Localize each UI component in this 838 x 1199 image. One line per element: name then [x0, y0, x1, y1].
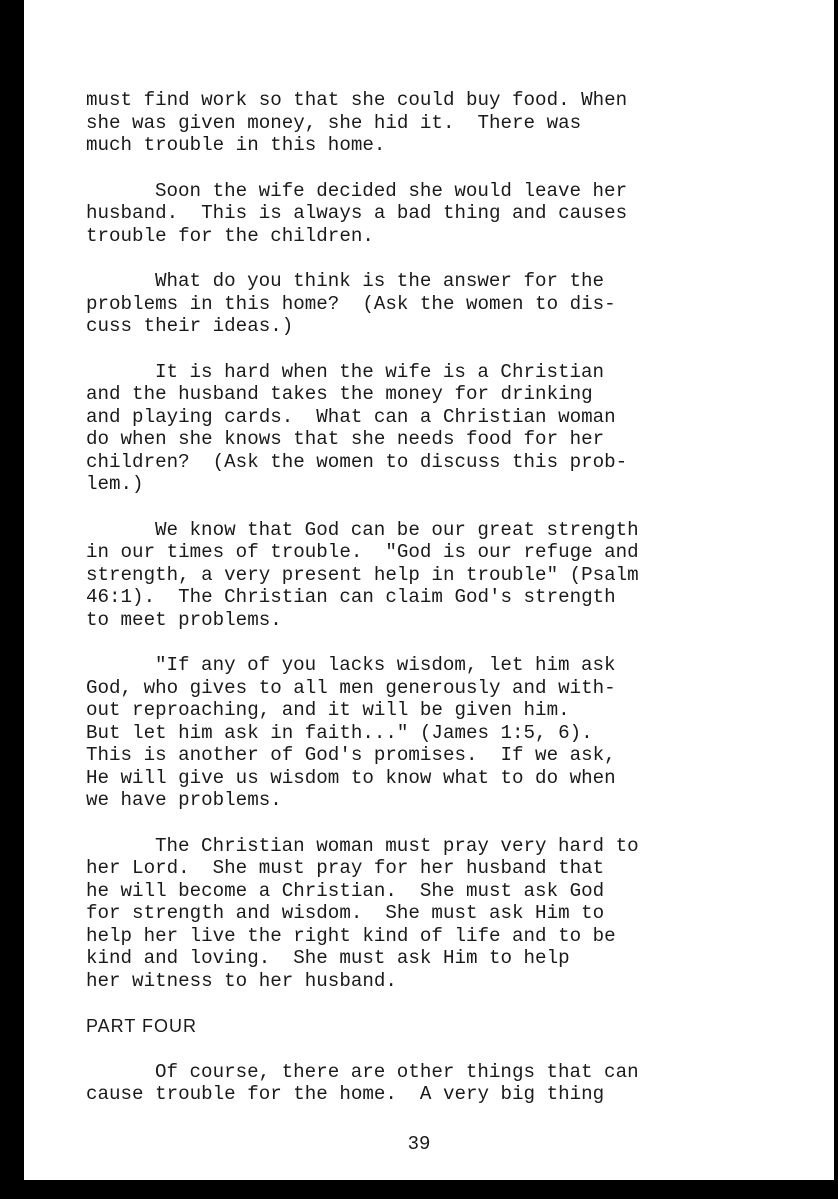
text-line: What do you think is the answer for the — [155, 270, 605, 292]
paragraph — [86, 89, 776, 157]
paragraph — [86, 180, 776, 248]
text-line: she was given money, she hid it. There was — [86, 111, 582, 134]
text-line: do when she knows that she needs food for her — [86, 428, 605, 450]
text-line: cause trouble for the home. A very big thing — [86, 1083, 605, 1105]
text-line: 46:1). The Christian can claim God's strength — [86, 586, 616, 608]
text-line: kind and loving. She must ask Him to help — [86, 947, 570, 969]
text-line: must find work so that she could buy food. When — [86, 89, 628, 111]
section-heading: PART FOUR — [86, 1016, 198, 1036]
paragraph — [86, 654, 776, 812]
text-line: But let him ask in faith..." (James 1:5, 6). — [86, 721, 593, 744]
text-line: The Christian woman must pray very hard to — [155, 834, 639, 857]
text-line: out reproaching, and it will be given him. — [86, 699, 570, 721]
scan-border-right — [834, 0, 838, 1199]
text-line: It is hard when the wife is a Christian — [155, 360, 605, 383]
text-line: children? (Ask the women to discuss this prob- — [86, 450, 628, 473]
text-line: her Lord. She must pray for her husband that — [86, 857, 605, 879]
scan-border-left — [0, 0, 24, 1199]
scan-border-bottom — [0, 1180, 838, 1199]
text-line: strength, a very present help in trouble" (Psalm — [86, 563, 639, 586]
paragraph — [86, 519, 776, 632]
text-line: lem.) — [86, 473, 144, 495]
text-line: her witness to her husband. — [86, 969, 397, 992]
text-line: for strength and wisdom. She must ask Him to — [86, 902, 605, 924]
paragraph-list — [86, 89, 776, 992]
paragraph — [86, 361, 776, 496]
page-number: 39 — [407, 1133, 431, 1155]
text-line: in our times of trouble. "God is our refuge and — [86, 541, 639, 563]
text-line: "If any of you lacks wisdom, let him ask — [155, 654, 616, 676]
paragraph — [86, 835, 776, 993]
text-line: help her live the right kind of life and to be — [86, 924, 616, 947]
text-line: He will give us wisdom to know what to do when — [86, 766, 616, 789]
text-line: cuss their ideas.) — [86, 315, 294, 337]
text-line: and the husband takes the money for drinking — [86, 383, 593, 405]
page-body — [86, 89, 776, 1129]
text-line: This is another of God's promises. If we ask, — [86, 744, 616, 766]
closing-paragraph — [86, 1061, 776, 1106]
text-line: We know that God can be our great strength — [155, 518, 639, 541]
text-line: he will become a Christian. She must ask God — [86, 879, 605, 902]
text-line: to meet problems. — [86, 608, 282, 631]
text-line: Soon the wife decided she would leave her — [155, 179, 628, 202]
text-line: trouble for the children. — [86, 224, 374, 247]
text-line: problems in this home? (Ask the women to dis- — [86, 292, 616, 315]
text-line: God, who gives to all men generously and with- — [86, 676, 616, 699]
paragraph — [86, 270, 776, 338]
text-line: we have problems. — [86, 789, 282, 811]
text-line: Of course, there are other things that can — [155, 1060, 639, 1083]
text-line: and playing cards. What can a Christian woman — [86, 405, 616, 428]
text-line: husband. This is always a bad thing and causes — [86, 202, 628, 224]
text-line: much trouble in this home. — [86, 134, 386, 156]
